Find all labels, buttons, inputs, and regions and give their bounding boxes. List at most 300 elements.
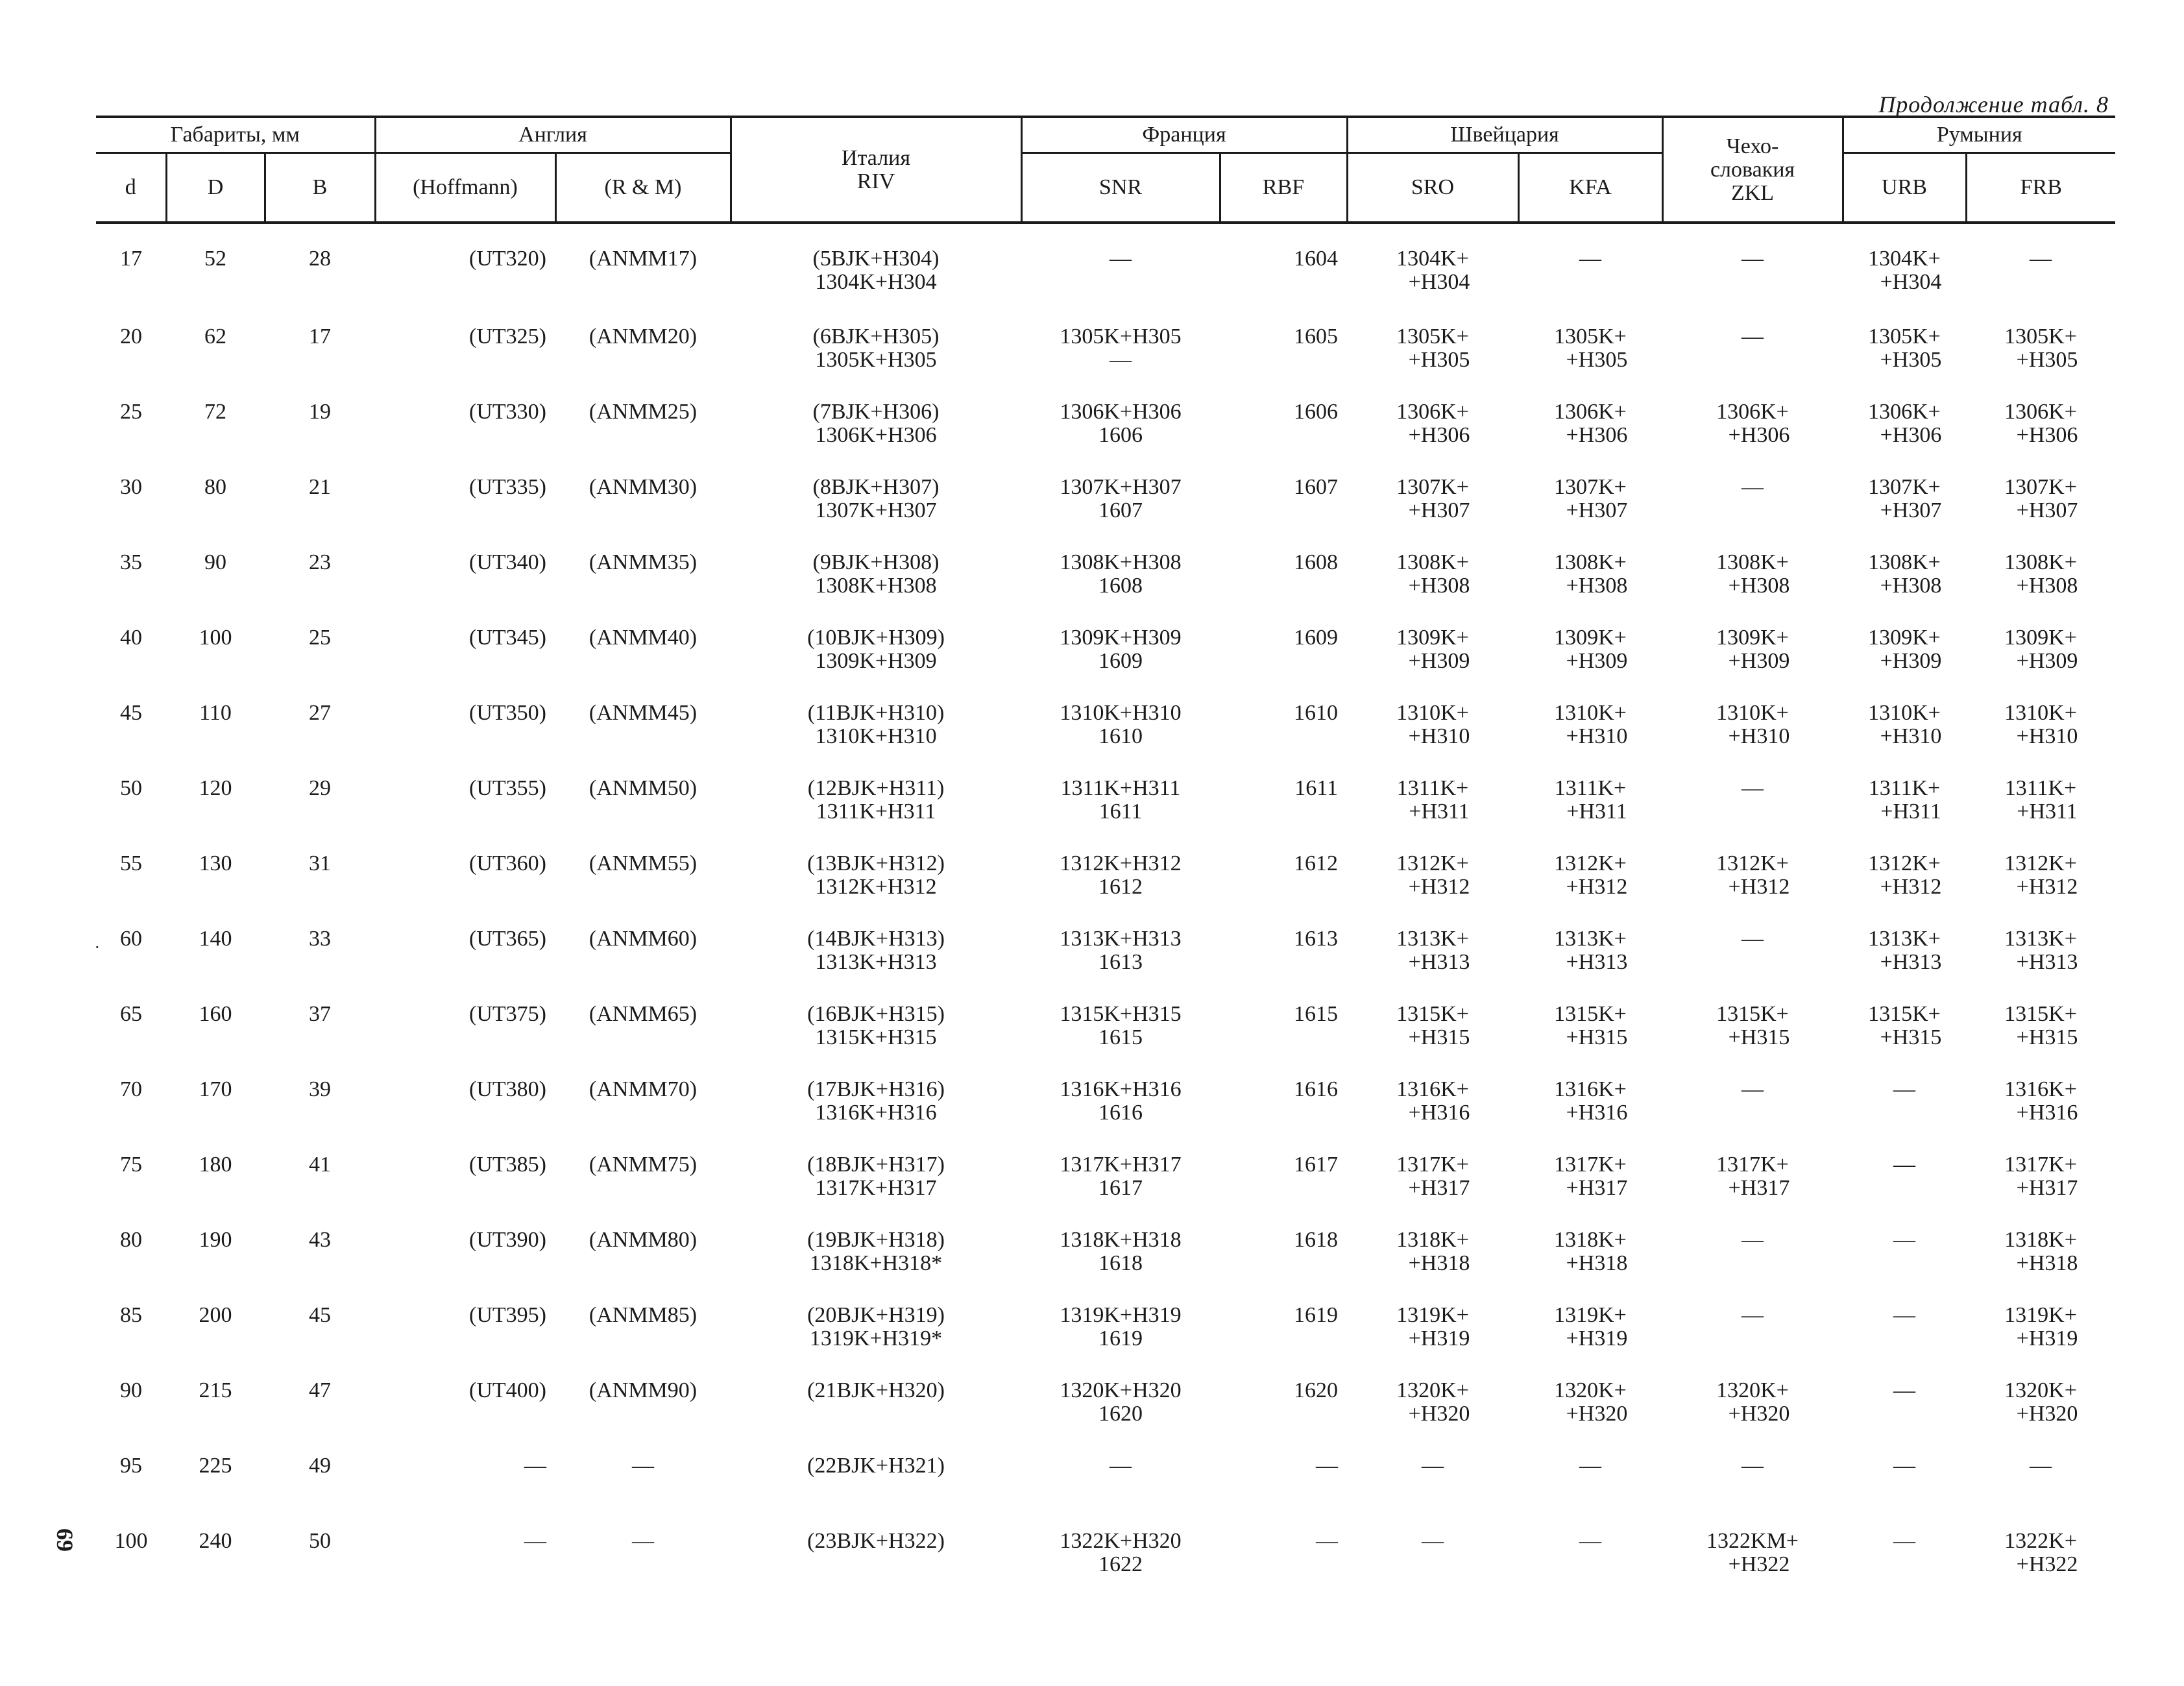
cell-rbf: 1620: [1294, 1378, 1338, 1402]
cell-urb-line: +H312: [1880, 875, 1942, 899]
cell-d: 35: [120, 550, 142, 574]
cell-kfa-line: 1319K+: [1554, 1303, 1627, 1327]
cell-snr-line: 1617: [1098, 1176, 1143, 1200]
cell-snr: [1021, 1078, 1220, 1153]
cell-snr-line: 1310K+H310: [1060, 701, 1182, 725]
cell-urb-line: +H307: [1880, 498, 1942, 522]
cell-sro-line: +H316: [1408, 1101, 1470, 1125]
cell-snr-line: 1620: [1098, 1402, 1143, 1426]
cell-sro-line: +H317: [1408, 1176, 1470, 1200]
cell-snr: [1021, 1304, 1220, 1379]
cell-urb: [1843, 551, 1966, 626]
cell-d: 75: [120, 1153, 142, 1177]
cell-hoffmann: (UT385): [469, 1153, 546, 1177]
header-czech-line3: ZKL: [1730, 180, 1775, 205]
cell-urb-line: +H306: [1880, 423, 1942, 447]
cell-kfa-line: 1315K+: [1554, 1002, 1627, 1026]
cell-zkl: [1662, 1454, 1843, 1530]
cell-kfa-line: 1311K+: [1554, 776, 1627, 800]
cell-snr-line: 1611: [1098, 800, 1143, 824]
cell-urb-line: 1306K+: [1868, 400, 1941, 424]
cell-snr: [1021, 476, 1220, 551]
header-england: Англия: [375, 117, 731, 153]
cell-B: 25: [309, 626, 331, 650]
cell-riv: [731, 1454, 1021, 1530]
cell-snr: [1021, 927, 1220, 1003]
cell-frb: [1966, 223, 2115, 325]
cell-kfa-line: +H306: [1566, 423, 1628, 447]
cell-kfa-line: +H308: [1566, 574, 1628, 598]
cell-zkl-line: 1317K+: [1716, 1153, 1789, 1177]
cell-kfa-line: 1312K+: [1554, 851, 1627, 875]
cell-snr: [1021, 1228, 1220, 1304]
cell-riv: [731, 551, 1021, 626]
cell-zkl-line: +H306: [1728, 423, 1790, 447]
cell-riv-line: 1308K+H308: [815, 574, 937, 598]
table-row: [96, 1078, 2115, 1153]
cell-kfa-line: +H307: [1566, 498, 1628, 522]
cell-hoffmann: (UT340): [469, 550, 546, 574]
cell-snr: [1021, 1530, 1220, 1594]
cell-urb-line: 1309K+: [1868, 626, 1941, 650]
cell-snr-line: 1320K+H320: [1060, 1378, 1182, 1402]
cell-urb: [1843, 626, 1966, 702]
table-row: [96, 1153, 2115, 1228]
cell-kfa: [1518, 1379, 1662, 1454]
cell-D: 52: [204, 247, 226, 271]
cell-frb-line: +H307: [2016, 498, 2078, 522]
header-rbf: RBF: [1220, 153, 1347, 223]
cell-urb-line: +H304: [1880, 270, 1942, 294]
cell-frb-line: 1309K+: [2004, 626, 2077, 650]
cell-riv: [731, 325, 1021, 400]
cell-sro-line: +H311: [1409, 800, 1470, 824]
cell-snr-line: —: [1110, 1454, 1132, 1478]
cell-snr-line: 1319K+H319: [1060, 1303, 1182, 1327]
cell-kfa: [1518, 1530, 1662, 1594]
cell-snr-line: 1607: [1098, 498, 1143, 522]
cell-urb-line: +H308: [1880, 574, 1942, 598]
cell-riv-line: 1310K+H310: [815, 724, 937, 748]
cell-snr-line: 1622: [1098, 1552, 1143, 1576]
cell-hoffmann: (UT325): [469, 324, 546, 348]
cell-riv-line: 1306K+H306: [815, 423, 937, 447]
cell-frb: [1966, 1379, 2115, 1454]
bearing-table: [96, 116, 2115, 1594]
cell-riv-line: (19BJK+H318): [807, 1228, 945, 1252]
cell-riv: [731, 702, 1021, 777]
cell-riv: [731, 1003, 1021, 1078]
cell-kfa-line: 1309K+: [1554, 626, 1627, 650]
cell-frb-line: 1306K+: [2004, 400, 2077, 424]
cell-frb-line: 1308K+: [2004, 550, 2077, 574]
cell-sro: [1347, 777, 1518, 852]
cell-frb-line: +H305: [2016, 348, 2078, 372]
header-dimensions: Габариты, мм: [96, 117, 375, 153]
cell-urb-line: 1305K+: [1868, 324, 1941, 348]
header-romania: Румыния: [1843, 117, 2115, 153]
cell-snr-line: 1608: [1098, 574, 1143, 598]
header-urb: URB: [1843, 153, 1966, 223]
cell-d: 25: [120, 400, 142, 424]
cell-sro-line: 1320K+: [1396, 1378, 1469, 1402]
cell-urb-line: —: [1893, 1077, 1915, 1101]
cell-D: 62: [204, 324, 226, 348]
cell-snr: [1021, 702, 1220, 777]
cell-sro-line: 1312K+: [1396, 851, 1469, 875]
cell-zkl-line: +H320: [1728, 1402, 1790, 1426]
table-row: [96, 551, 2115, 626]
cell-zkl: [1662, 702, 1843, 777]
table-row: [96, 1003, 2115, 1078]
cell-urb: [1843, 1153, 1966, 1228]
cell-B: 31: [309, 851, 331, 875]
cell-frb-line: +H317: [2016, 1176, 2078, 1200]
cell-riv-line: 1311K+H311: [816, 800, 936, 824]
cell-frb-line: +H308: [2016, 574, 2078, 598]
cell-riv-line: 1317K+H317: [815, 1176, 937, 1200]
cell-sro: [1347, 1078, 1518, 1153]
cell-sro-line: 1307K+: [1396, 475, 1469, 499]
cell-kfa-line: 1317K+: [1554, 1153, 1627, 1177]
cell-kfa: [1518, 223, 1662, 325]
header-kfa: KFA: [1518, 153, 1662, 223]
cell-kfa: [1518, 1003, 1662, 1078]
cell-sro-line: +H312: [1408, 875, 1470, 899]
cell-riv-line: (8BJK+H307): [812, 475, 940, 499]
cell-kfa-line: 1318K+: [1554, 1228, 1627, 1252]
cell-B: 28: [309, 247, 331, 271]
cell-rm: (ANMM45): [588, 701, 698, 725]
cell-riv-line: (16BJK+H315): [807, 1002, 945, 1026]
cell-frb-line: +H312: [2016, 875, 2078, 899]
table-row: [96, 626, 2115, 702]
cell-frb: [1966, 1228, 2115, 1304]
cell-frb-line: 1319K+: [2004, 1303, 2077, 1327]
cell-rm: (ANMM50): [588, 776, 698, 800]
cell-zkl: [1662, 1078, 1843, 1153]
cell-sro-line: 1315K+: [1396, 1002, 1469, 1026]
bearing-equivalents-table: [96, 116, 2115, 1594]
cell-zkl: [1662, 1379, 1843, 1454]
cell-rm: (ANMM55): [588, 851, 698, 875]
cell-snr-line: 1616: [1098, 1101, 1143, 1125]
cell-D: 80: [204, 475, 226, 499]
cell-D: 170: [199, 1077, 232, 1101]
cell-kfa-line: +H305: [1566, 348, 1628, 372]
cell-sro-line: 1308K+: [1396, 550, 1469, 574]
cell-riv: [731, 927, 1021, 1003]
cell-zkl-line: —: [1741, 247, 1764, 271]
cell-frb-line: +H310: [2016, 724, 2078, 748]
cell-kfa-line: +H317: [1566, 1176, 1628, 1200]
cell-B: 37: [309, 1002, 331, 1026]
cell-sro-line: 1317K+: [1396, 1153, 1469, 1177]
cell-sro-line: 1304K+: [1396, 247, 1469, 271]
table-row: [96, 1530, 2115, 1594]
cell-kfa: [1518, 1454, 1662, 1530]
cell-rm: (ANMM20): [588, 324, 698, 348]
cell-zkl: [1662, 476, 1843, 551]
cell-D: 130: [199, 851, 232, 875]
cell-snr-line: 1308K+H308: [1060, 550, 1182, 574]
cell-rbf: 1618: [1294, 1228, 1338, 1252]
cell-B: 50: [309, 1529, 331, 1553]
header-italy-line2: RIV: [856, 169, 895, 193]
cell-snr-line: 1318K+H318: [1060, 1228, 1182, 1252]
cell-kfa-line: 1310K+: [1554, 701, 1627, 725]
cell-kfa-line: +H309: [1566, 649, 1628, 673]
table-row: [96, 1454, 2115, 1530]
cell-kfa-line: +H320: [1566, 1402, 1628, 1426]
cell-rm: (ANMM80): [588, 1228, 698, 1252]
cell-zkl-line: —: [1741, 776, 1764, 800]
cell-rm: —: [632, 1529, 654, 1553]
cell-sro: [1347, 551, 1518, 626]
cell-zkl-line: +H312: [1728, 875, 1790, 899]
cell-snr-line: 1609: [1098, 649, 1143, 673]
cell-snr-line: 1309K+H309: [1060, 626, 1182, 650]
cell-sro-line: 1316K+: [1396, 1077, 1469, 1101]
cell-sro: [1347, 702, 1518, 777]
cell-urb: [1843, 1228, 1966, 1304]
cell-frb-line: +H311: [2017, 800, 2078, 824]
cell-rbf: 1613: [1294, 927, 1338, 951]
cell-urb-line: 1308K+: [1868, 550, 1941, 574]
cell-frb-line: 1315K+: [2004, 1002, 2077, 1026]
header-czech: [1662, 117, 1843, 223]
cell-kfa: [1518, 927, 1662, 1003]
cell-snr-line: 1306K+H306: [1060, 400, 1182, 424]
cell-snr: [1021, 551, 1220, 626]
cell-snr: [1021, 1379, 1220, 1454]
cell-frb: [1966, 325, 2115, 400]
cell-urb-line: —: [1893, 1529, 1915, 1553]
cell-snr-line: 1610: [1098, 724, 1143, 748]
cell-kfa-line: +H312: [1566, 875, 1628, 899]
cell-zkl-line: 1306K+: [1716, 400, 1789, 424]
cell-zkl: [1662, 852, 1843, 927]
table-row: [96, 325, 2115, 400]
cell-frb-line: —: [2030, 247, 2052, 271]
cell-D: 190: [199, 1228, 232, 1252]
cell-riv-line: (21BJK+H320): [807, 1378, 945, 1402]
header-snr: SNR: [1021, 153, 1220, 223]
cell-D: 140: [199, 927, 232, 951]
cell-urb: [1843, 1379, 1966, 1454]
cell-urb-line: 1310K+: [1868, 701, 1941, 725]
cell-hoffmann: —: [524, 1454, 546, 1478]
cell-rm: (ANMM25): [588, 400, 698, 424]
cell-kfa: [1518, 1304, 1662, 1379]
cell-kfa-line: +H313: [1566, 950, 1628, 974]
cell-frb-line: +H313: [2016, 950, 2078, 974]
cell-kfa-line: +H319: [1566, 1326, 1628, 1350]
cell-B: 41: [309, 1153, 331, 1177]
cell-snr: [1021, 852, 1220, 927]
cell-zkl: [1662, 551, 1843, 626]
cell-kfa: [1518, 777, 1662, 852]
cell-snr-line: 1618: [1098, 1251, 1143, 1275]
cell-B: 19: [309, 400, 331, 424]
cell-sro-line: +H307: [1408, 498, 1470, 522]
cell-snr: [1021, 325, 1220, 400]
cell-B: 43: [309, 1228, 331, 1252]
cell-D: 240: [199, 1529, 232, 1553]
cell-urb-line: +H315: [1880, 1025, 1942, 1049]
cell-sro-line: 1309K+: [1396, 626, 1469, 650]
cell-zkl-line: +H309: [1728, 649, 1790, 673]
cell-zkl: [1662, 777, 1843, 852]
cell-frb: [1966, 551, 2115, 626]
cell-sro-line: 1310K+: [1396, 701, 1469, 725]
header-sro: SRO: [1347, 153, 1518, 223]
cell-urb-line: 1311K+: [1868, 776, 1941, 800]
cell-riv-line: 1309K+H309: [815, 649, 937, 673]
cell-zkl: [1662, 223, 1843, 325]
cell-zkl-line: +H322: [1728, 1552, 1790, 1576]
cell-zkl-line: —: [1741, 927, 1764, 951]
cell-rm: (ANMM60): [588, 927, 698, 951]
table-body: [96, 223, 2115, 1594]
cell-sro-line: +H305: [1408, 348, 1470, 372]
cell-frb: [1966, 1304, 2115, 1379]
cell-sro-line: —: [1422, 1454, 1444, 1478]
cell-frb-line: 1313K+: [2004, 927, 2077, 951]
cell-B: 47: [309, 1378, 331, 1402]
cell-frb-line: 1320K+: [2004, 1378, 2077, 1402]
cell-zkl: [1662, 1304, 1843, 1379]
cell-frb-line: —: [2030, 1454, 2052, 1478]
cell-sro: [1347, 1379, 1518, 1454]
cell-kfa: [1518, 852, 1662, 927]
cell-riv-line: 1304K+H304: [815, 270, 937, 294]
cell-sro: [1347, 1454, 1518, 1530]
header-D: D: [166, 153, 265, 223]
cell-frb-line: 1305K+: [2004, 324, 2077, 348]
cell-frb-line: 1318K+: [2004, 1228, 2077, 1252]
cell-zkl: [1662, 927, 1843, 1003]
cell-hoffmann: (UT365): [469, 927, 546, 951]
cell-frb: [1966, 927, 2115, 1003]
cell-D: 72: [204, 400, 226, 424]
cell-rbf: 1610: [1294, 701, 1338, 725]
cell-riv-line: (14BJK+H313): [807, 927, 945, 951]
cell-sro-line: 1318K+: [1396, 1228, 1469, 1252]
cell-zkl-line: +H317: [1728, 1176, 1790, 1200]
cell-sro-line: 1305K+: [1396, 324, 1469, 348]
cell-D: 100: [199, 626, 232, 650]
cell-rbf: —: [1316, 1454, 1338, 1478]
cell-frb: [1966, 852, 2115, 927]
cell-kfa-line: 1306K+: [1554, 400, 1627, 424]
cell-sro-line: +H309: [1408, 649, 1470, 673]
table-row: [96, 476, 2115, 551]
cell-rm: (ANMM65): [588, 1002, 698, 1026]
cell-rbf: 1619: [1294, 1303, 1338, 1327]
cell-urb: [1843, 852, 1966, 927]
cell-urb-line: 1304K+: [1868, 247, 1941, 271]
cell-D: 90: [204, 550, 226, 574]
cell-riv: [731, 777, 1021, 852]
cell-urb-line: +H305: [1880, 348, 1942, 372]
cell-urb: [1843, 1003, 1966, 1078]
cell-hoffmann: (UT375): [469, 1002, 546, 1026]
cell-zkl-line: +H308: [1728, 574, 1790, 598]
cell-d: 85: [120, 1303, 142, 1327]
cell-hoffmann: (UT330): [469, 400, 546, 424]
cell-sro-line: +H318: [1408, 1251, 1470, 1275]
cell-riv: [731, 852, 1021, 927]
cell-urb-line: 1315K+: [1868, 1002, 1941, 1026]
cell-sro: [1347, 1304, 1518, 1379]
cell-snr-line: —: [1110, 348, 1132, 372]
cell-sro-line: +H304: [1408, 270, 1470, 294]
cell-urb-line: —: [1893, 1454, 1915, 1478]
cell-urb-line: —: [1893, 1228, 1915, 1252]
cell-riv: [731, 1379, 1021, 1454]
cell-snr-line: 1312K+H312: [1060, 851, 1182, 875]
cell-zkl-line: 1309K+: [1716, 626, 1789, 650]
cell-riv-line: (9BJK+H308): [812, 550, 940, 574]
cell-hoffmann: (UT345): [469, 626, 546, 650]
cell-riv: [731, 400, 1021, 476]
cell-riv-line: (10BJK+H309): [807, 626, 945, 650]
cell-d: 70: [120, 1077, 142, 1101]
cell-riv-line: 1312K+H312: [815, 875, 937, 899]
cell-B: 23: [309, 550, 331, 574]
cell-snr: [1021, 626, 1220, 702]
cell-riv-line: 1307K+H307: [815, 498, 937, 522]
cell-snr: [1021, 1153, 1220, 1228]
cell-riv-line: 1319K+H319*: [809, 1326, 943, 1350]
cell-frb-line: +H315: [2016, 1025, 2078, 1049]
cell-rm: (ANMM30): [588, 475, 698, 499]
cell-frb: [1966, 1530, 2115, 1594]
header-hoffmann: (Hoffmann): [375, 153, 555, 223]
cell-zkl-line: —: [1741, 324, 1764, 348]
cell-D: 160: [199, 1002, 232, 1026]
cell-kfa-line: 1308K+: [1554, 550, 1627, 574]
cell-sro: [1347, 400, 1518, 476]
cell-D: 120: [199, 776, 232, 800]
stray-mark: ·: [95, 938, 100, 957]
cell-d: 50: [120, 776, 142, 800]
cell-riv-line: (12BJK+H311): [807, 776, 945, 800]
cell-zkl: [1662, 626, 1843, 702]
cell-kfa: [1518, 1153, 1662, 1228]
cell-urb-line: 1313K+: [1868, 927, 1941, 951]
cell-sro-line: +H319: [1408, 1326, 1470, 1350]
cell-riv: [731, 1304, 1021, 1379]
cell-kfa: [1518, 325, 1662, 400]
cell-kfa: [1518, 626, 1662, 702]
cell-sro: [1347, 1228, 1518, 1304]
cell-kfa-line: 1305K+: [1554, 324, 1627, 348]
cell-urb-line: +H309: [1880, 649, 1942, 673]
cell-sro: [1347, 223, 1518, 325]
cell-snr-line: 1315K+H315: [1060, 1002, 1182, 1026]
cell-riv-line: 1305K+H305: [815, 348, 937, 372]
cell-B: 29: [309, 776, 331, 800]
cell-B: 49: [309, 1454, 331, 1478]
cell-D: 110: [199, 701, 232, 725]
cell-zkl-line: +H310: [1728, 724, 1790, 748]
cell-snr: [1021, 777, 1220, 852]
page-number: 69: [52, 1528, 78, 1552]
cell-riv-line: 1315K+H315: [815, 1025, 937, 1049]
cell-hoffmann: (UT350): [469, 701, 546, 725]
